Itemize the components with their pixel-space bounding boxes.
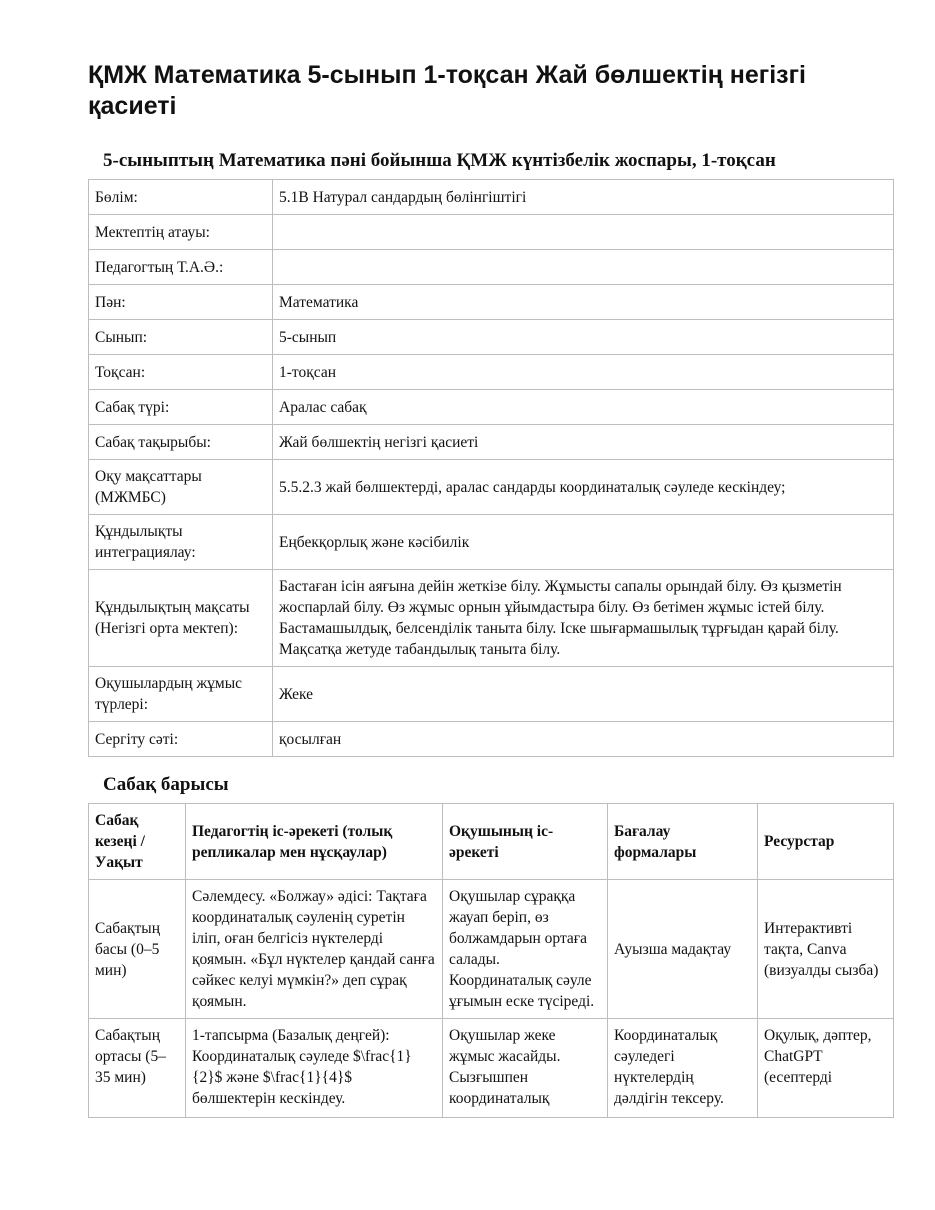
header-stage: Сабақ кезеңі / Уақыт	[89, 804, 186, 880]
info-label: Пән:	[89, 285, 273, 320]
lesson-progress-table	[88, 803, 894, 1118]
resources-cell	[758, 1019, 894, 1118]
info-value: Бастаған ісін аяғына дейін жеткізе білу. Жұмысты сапалы орындай білу. Өз қызметін жоспарлай білу. Өз жұмыс орнын ұйымдастыра білу. Өз бетімен жұмыс істей білу. Бастамашылдық, белсенділік таныта білу. Іске шығармашылық тұрғыдан қарай білу. Мақсатқа жетуде табандылық таныта білу.	[273, 570, 894, 667]
info-value: Жеке	[273, 667, 894, 722]
lesson-progress-heading: Сабақ барысы	[103, 774, 229, 795]
info-label: Педагогтың Т.А.Ә.:	[89, 250, 273, 285]
info-label: Бөлім:	[89, 180, 273, 215]
info-value: Еңбекқорлық және кәсібилік	[273, 515, 894, 570]
info-value: қосылған	[273, 722, 894, 757]
cell-text: Сабақтың ортасы (5–35 мин)	[95, 1027, 166, 1086]
info-row-quarter	[89, 355, 894, 390]
info-row-section	[89, 180, 894, 215]
plan-subtitle: 5-сыныптың Математика пәні бойынша ҚМЖ күнтізбелік жоспары, 1-тоқсан	[103, 150, 776, 171]
info-label: Оқушылардың жұмыс түрлері:	[89, 667, 273, 722]
header-assessment: Бағалау формалары	[608, 804, 758, 880]
info-row-lesson-topic	[89, 425, 894, 460]
assessment-cell	[608, 1019, 758, 1118]
table-row	[89, 880, 894, 1019]
info-label: Оқу мақсаттары (МЖМБС)	[89, 460, 273, 515]
info-value	[273, 250, 894, 285]
info-row-value-goal	[89, 570, 894, 667]
cell-text: Координаталық сәуледегі нүктелердің дәлдігін тексеру.	[614, 1027, 724, 1107]
info-value: Математика	[273, 285, 894, 320]
info-label: Сергіту сәті:	[89, 722, 273, 757]
assessment-cell: Ауызша мадақтау	[608, 880, 758, 1019]
info-label: Мектептің атауы:	[89, 215, 273, 250]
teacher-activity-cell: Сәлемдесу. «Болжау» әдісі: Тақтаға координаталық сәуленің суретін іліп, оған белгісіз нүктелерді қоямын. «Бұл нүктелер қандай санға сәйкес келуі мүмкін?» деп сұрақ қоямын.	[186, 880, 443, 1019]
student-activity-cell	[443, 1019, 608, 1118]
info-row-grade	[89, 320, 894, 355]
lesson-info-table	[88, 179, 894, 757]
info-label: Сабақ тақырыбы:	[89, 425, 273, 460]
document-page	[88, 0, 893, 1118]
info-label: Сабақ түрі:	[89, 390, 273, 425]
cell-text: Оқушылар жеке жұмыс жасайды. Сызғышпен координаталық	[449, 1027, 561, 1107]
info-row-school	[89, 215, 894, 250]
info-value: 1-тоқсан	[273, 355, 894, 390]
header-resources: Ресурстар	[758, 804, 894, 880]
table-row	[89, 1019, 894, 1118]
info-value: 5-сынып	[273, 320, 894, 355]
info-value: Жай бөлшектің негізгі қасиеті	[273, 425, 894, 460]
info-value	[273, 215, 894, 250]
lesson-header-row	[89, 804, 894, 880]
info-label: Тоқсан:	[89, 355, 273, 390]
cell-text: Оқулық, дәптер, ChatGPT (есептерді	[764, 1027, 872, 1086]
info-row-subject	[89, 285, 894, 320]
header-student-activity: Оқушының іс-әрекеті	[443, 804, 608, 880]
teacher-activity-cell	[186, 1019, 443, 1118]
info-row-lesson-type	[89, 390, 894, 425]
info-row-value-integration	[89, 515, 894, 570]
info-label: Сынып:	[89, 320, 273, 355]
stage-cell: Сабақтың басы (0–5 мин)	[89, 880, 186, 1019]
info-value: 5.5.2.3 жай бөлшектерді, аралас сандарды координаталық сәуледе кескіндеу;	[273, 460, 894, 515]
info-label: Құндылықтың мақсаты (Негізгі орта мектеп):	[89, 570, 273, 667]
info-label: Құндылықты интеграциялау:	[89, 515, 273, 570]
info-value: Аралас сабақ	[273, 390, 894, 425]
header-teacher-activity: Педагогтің іс-әрекеті (толық репликалар мен нұсқаулар)	[186, 804, 443, 880]
info-row-break	[89, 722, 894, 757]
stage-cell	[89, 1019, 186, 1118]
cell-text: 1-тапсырма (Базалық деңгей): Координаталық сәуледе $\frac{1}{2}$ және $\frac{1}{4}$ бөлшектерін кескіндеу.	[192, 1027, 412, 1107]
resources-cell: Интерактивті тақта, Canva (визуалды сызба)	[758, 880, 894, 1019]
student-activity-cell: Оқушылар сұраққа жауап беріп, өз болжамдарын ортаға салады. Координаталық сәуле ұғымын еске түсіреді.	[443, 880, 608, 1019]
document-title: ҚМЖ Математика 5-сынып 1-тоқсан Жай бөлшектің негізгі қасиеті	[88, 61, 806, 120]
info-value: 5.1В Натурал сандардың бөлінгіштігі	[273, 180, 894, 215]
info-row-work-types	[89, 667, 894, 722]
info-row-teacher	[89, 250, 894, 285]
info-row-learning-goals	[89, 460, 894, 515]
